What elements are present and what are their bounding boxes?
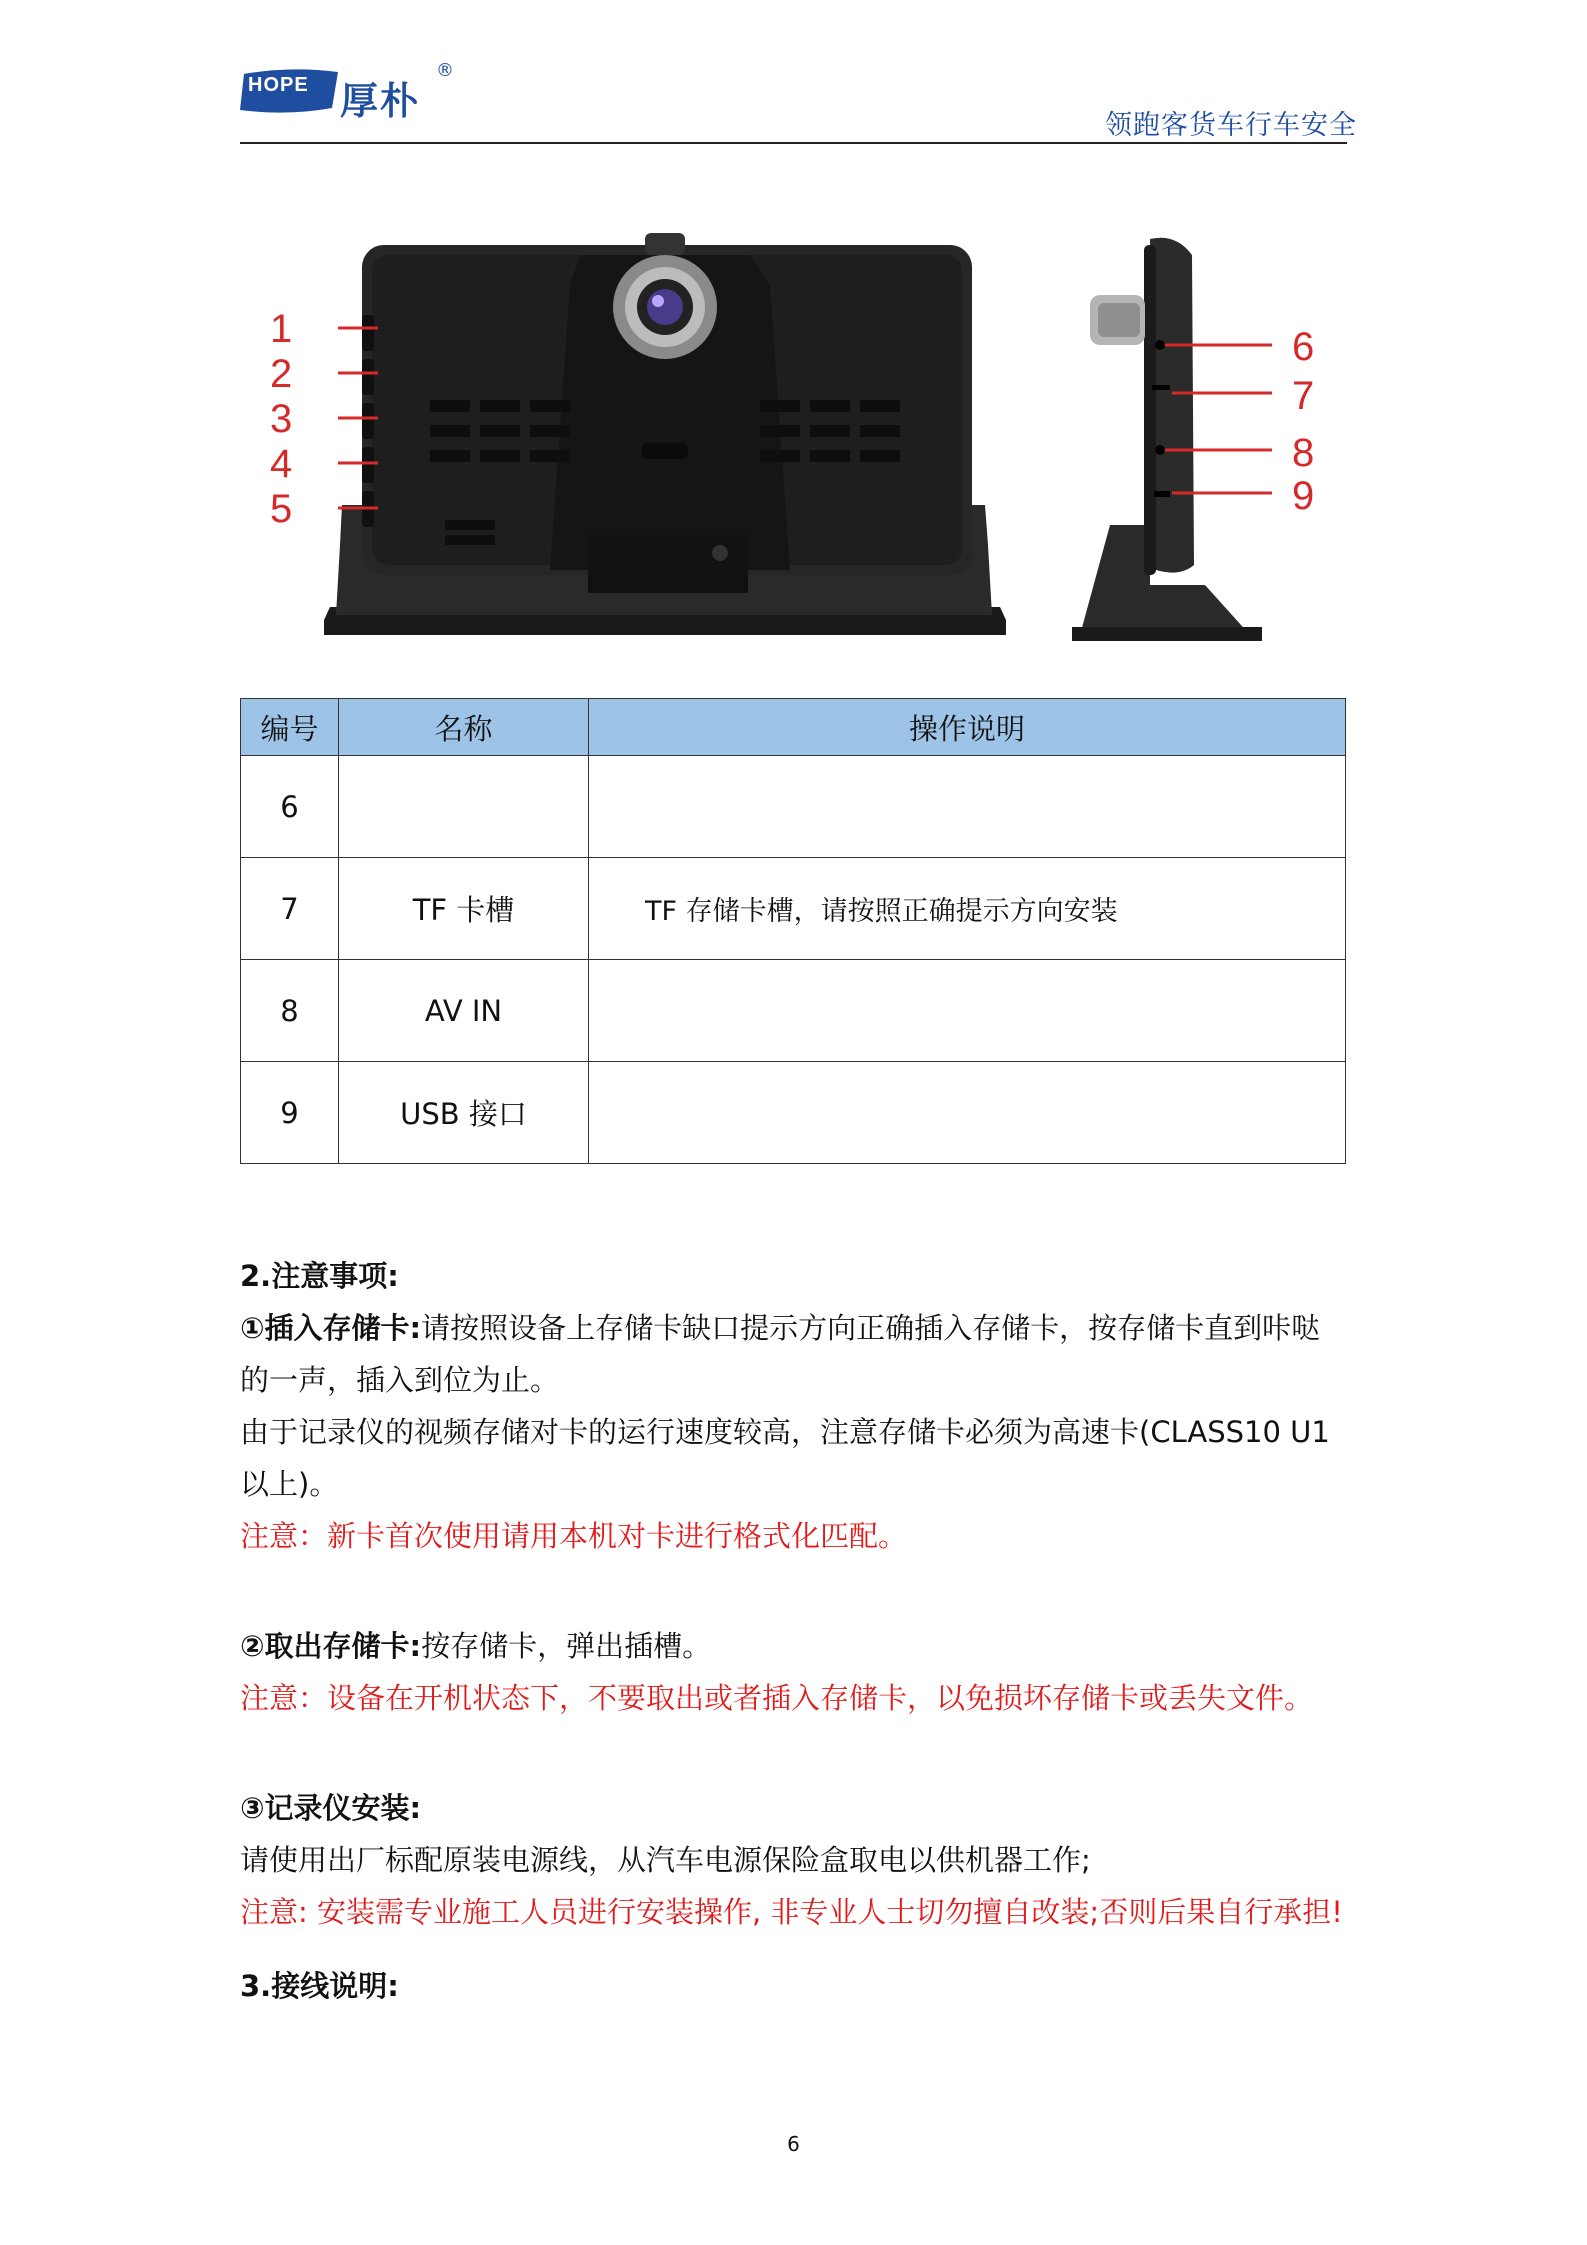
section-title-notes: 2.注意事项: [240, 1259, 399, 1293]
callout-3: 3 [270, 397, 293, 441]
header-divider [240, 142, 1347, 144]
company-logo [240, 60, 454, 130]
insert-card-text-3: 由于记录仪的视频存储对卡的运行速度较高，注意存储卡必须为高速卡(CLASS10 U1 [240, 1415, 1330, 1449]
callout-9: 9 [1292, 474, 1315, 518]
table-row [241, 1062, 1346, 1164]
insert-card-paragraph [240, 1302, 1320, 1354]
device-side-view-figure [1060, 225, 1360, 645]
install-label: ③记录仪安装: [240, 1791, 422, 1825]
remove-card-paragraph [240, 1620, 711, 1672]
callout-1: 1 [270, 307, 293, 351]
table-header-row [241, 699, 1346, 756]
callout-6: 6 [1292, 325, 1315, 369]
row-description [589, 1062, 1346, 1164]
insert-card-warning: 注意：新卡首次使用请用本机对卡进行格式化匹配。 [240, 1519, 908, 1553]
callout-4: 4 [270, 442, 293, 486]
header-tagline: 领跑客货车行车安全 [1105, 110, 1357, 141]
row-name: AV IN [339, 960, 589, 1062]
install-warning: 注意: 安装需专业施工人员进行安装操作, 非专业人士切勿擅自改装;否则后果自行承担! [240, 1895, 1343, 1929]
device-back-view-figure [270, 225, 1010, 645]
callout-7: 7 [1292, 374, 1315, 418]
row-description [589, 960, 1346, 1062]
table-row [241, 756, 1346, 858]
remove-card-label: ②取出存储卡: [240, 1629, 422, 1663]
remove-card-text: 按存储卡，弹出插槽。 [421, 1629, 712, 1663]
callout-2: 2 [270, 352, 293, 396]
remove-card-warning: 注意：设备在开机状态下，不要取出或者插入存储卡，以免损坏存储卡或丢失文件。 [240, 1681, 1314, 1715]
row-name [339, 756, 589, 858]
callout-5: 5 [270, 487, 293, 531]
page-number: 6 [787, 2132, 800, 2156]
row-number: 6 [241, 756, 339, 858]
header-description: 操作说明 [589, 699, 1346, 756]
header-number: 编号 [241, 699, 339, 756]
row-number: 7 [241, 858, 339, 960]
row-number: 9 [241, 1062, 339, 1164]
row-number: 8 [241, 960, 339, 1062]
logo-mark-text: HOPE [248, 74, 309, 96]
row-name: USB 接口 [339, 1062, 589, 1164]
install-text: 请使用出厂标配原装电源线，从汽车电源保险盒取电以供机器工作; [240, 1843, 1091, 1877]
table-row [241, 960, 1346, 1062]
table-row [241, 858, 1346, 960]
section-title-wiring: 3.接线说明: [240, 1969, 399, 2003]
callout-8: 8 [1292, 431, 1315, 475]
registered-mark: ® [436, 60, 454, 81]
row-description: TF 存储卡槽，请按照正确提示方向安装 [589, 858, 1346, 960]
insert-card-text-1: 请按照设备上存储卡缺口提示方向正确插入存储卡，按存储卡直到咔哒 [421, 1311, 1321, 1345]
insert-card-text-2: 的一声，插入到位为止。 [240, 1363, 560, 1397]
header-name: 名称 [339, 699, 589, 756]
row-description [589, 756, 1346, 858]
port-spec-table [240, 698, 1346, 1164]
logo-text: 厚朴 [340, 79, 421, 123]
insert-card-text-4: 以上)。 [240, 1467, 339, 1501]
insert-card-label: ①插入存储卡: [240, 1311, 422, 1345]
row-name: TF 卡槽 [339, 858, 589, 960]
